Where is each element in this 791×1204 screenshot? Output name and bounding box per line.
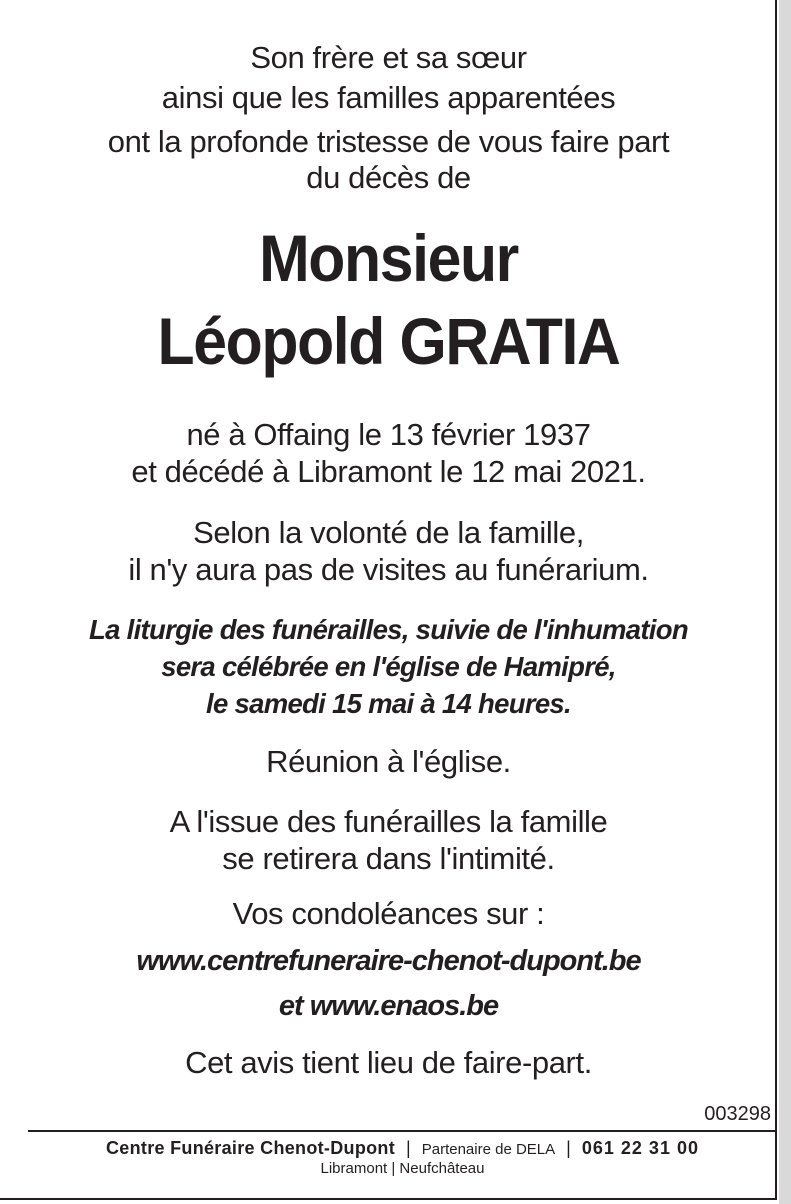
- company-name: Centre Funéraire Chenot-Dupont: [106, 1138, 396, 1158]
- liturgy-line-3: le samedi 15 mai à 14 heures.: [206, 688, 571, 719]
- birth-line: né à Offaing le 13 février 1937: [186, 417, 591, 452]
- reference-number: 003298: [704, 1103, 771, 1125]
- page-gutter: [779, 0, 791, 1204]
- intro-line-3: ont la profonde tristesse de vous faire part: [107, 124, 670, 159]
- footer-locations: Libramont | Neufchâteau: [320, 1160, 485, 1177]
- footer-separator: |: [406, 1138, 411, 1158]
- liturgy-line-2: sera célébrée en l'église de Hamipré,: [161, 651, 616, 682]
- intro-line-4: du décès de: [306, 160, 471, 195]
- phone-number[interactable]: 061 22 31 00: [581, 1138, 699, 1158]
- visits-line-2: il n'y aura pas de visites au funérarium.: [128, 552, 649, 587]
- after-line-2: se retirera dans l'intimité.: [222, 841, 555, 876]
- condolences-url-2[interactable]: et www.enaos.be: [278, 990, 499, 1022]
- condolences-label: Vos condoléances sur :: [232, 896, 545, 931]
- intro-line-1: Son frère et sa sœur: [250, 40, 527, 75]
- intro-line-2: ainsi que les familles apparentées: [161, 80, 616, 115]
- footer-company-line: [28, 1138, 777, 1159]
- condolences-url-1[interactable]: www.centrefuneraire-chenot-dupont.be: [136, 945, 641, 977]
- deceased-name: Léopold GRATIA: [157, 304, 620, 378]
- meeting-line: Réunion à l'église.: [266, 744, 511, 779]
- partner-text: Partenaire de DELA: [421, 1141, 556, 1158]
- footer-divider: [28, 1130, 777, 1132]
- after-line-1: A l'issue des funérailles la famille: [169, 804, 608, 839]
- deceased-title: Monsieur: [259, 221, 518, 295]
- notice-line: Cet avis tient lieu de faire-part.: [185, 1045, 592, 1080]
- visits-line-1: Selon la volonté de la famille,: [193, 515, 584, 550]
- liturgy-line-1: La liturgie des funérailles, suivie de l'inhumation: [89, 614, 688, 645]
- footer-separator: |: [566, 1138, 571, 1158]
- death-line: et décédé à Libramont le 12 mai 2021.: [131, 454, 646, 489]
